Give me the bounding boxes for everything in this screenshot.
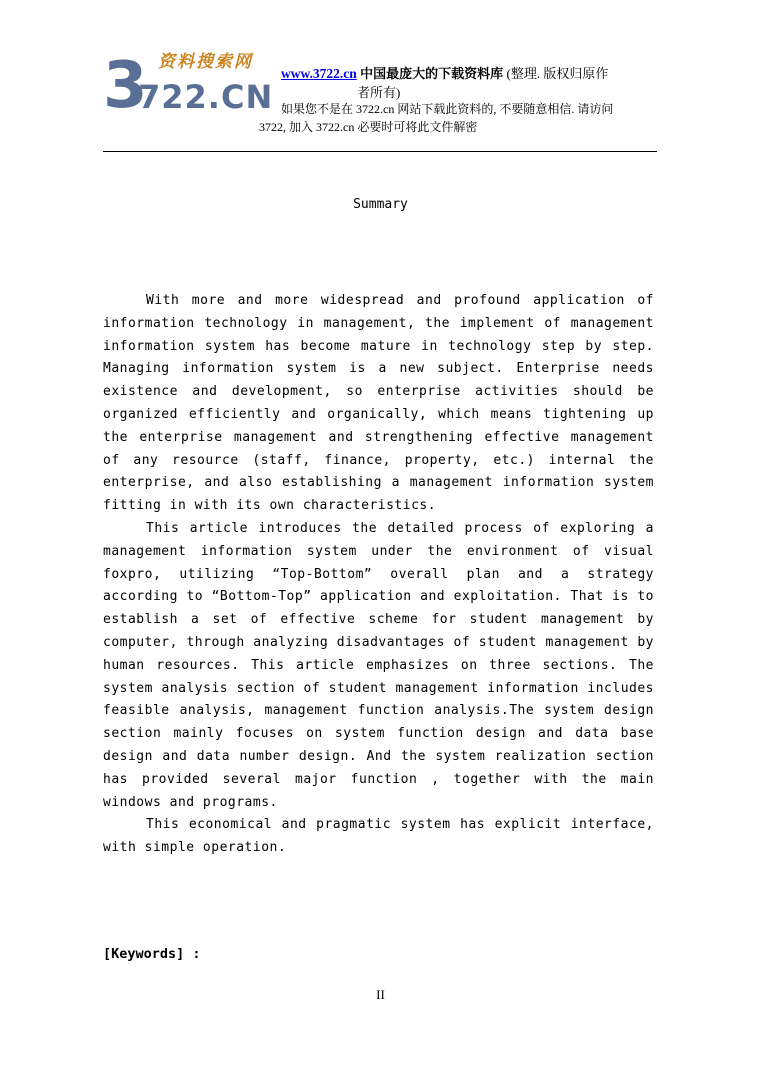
header-slogan: 中国最庞大的下载资料库 [360, 67, 504, 82]
page-number: II [376, 987, 385, 1002]
summary-paragraph-2: This article introduces the detailed process of exploring a management information system under the environment of visual foxpro, utilizing “Top-Bottom” overall plan and a strategy according to “Bottom-Top” application and exploitation. That is to establish a set of effective scheme for student management by computer, through analyzing disadvantages of student management by human resources. This article emphasizes on three sections. The system analysis section of student management information includes feasible analysis, management function analysis.The system design section mainly focuses on system function design and data base design and data number design. And the system realization section has provided several major function , together with the main windows and programs. [103, 520, 654, 810]
logo-tagline: 资料搜索网 [158, 52, 253, 72]
header-line-3: 如果您不是在 3722.cn 网站下载此资料的, 不要随意相信. 请访问 [281, 102, 614, 116]
logo-number: 3 [103, 49, 146, 123]
keywords-label: [Keywords] : [103, 946, 201, 962]
summary-paragraph-3: This economical and pragmatic system has explicit interface, with simple operation. [103, 817, 654, 856]
site-logo[interactable] [103, 49, 278, 123]
header-line-1 [281, 63, 608, 82]
header-divider [103, 151, 657, 152]
header-copyright-note: (整理. 版权归原作 [506, 66, 609, 81]
header-line-2: 者所有) [357, 85, 401, 100]
summary-body [103, 290, 654, 860]
document-title: Summary [353, 197, 408, 212]
site-url-link[interactable]: www.3722.cn [281, 66, 357, 81]
summary-paragraph-1: With more and more widespread and profound application of information technology in management, the implement of management information system has become mature in technology step by step. Managing information system is a new subject. Enterprise needs existence and development, so enterprise activities should be organized efficiently and organically, which means tightening up the enterprise management and strengthening effective management of any resource (staff, finance, property, etc.) internal the enterprise, and also establishing a management information system fitting in with its own characteristics. [103, 293, 654, 514]
header-line-4: 3722, 加入 3722.cn 必要时可将此文件解密 [259, 120, 478, 134]
logo-domain: 722.CN [138, 78, 274, 116]
